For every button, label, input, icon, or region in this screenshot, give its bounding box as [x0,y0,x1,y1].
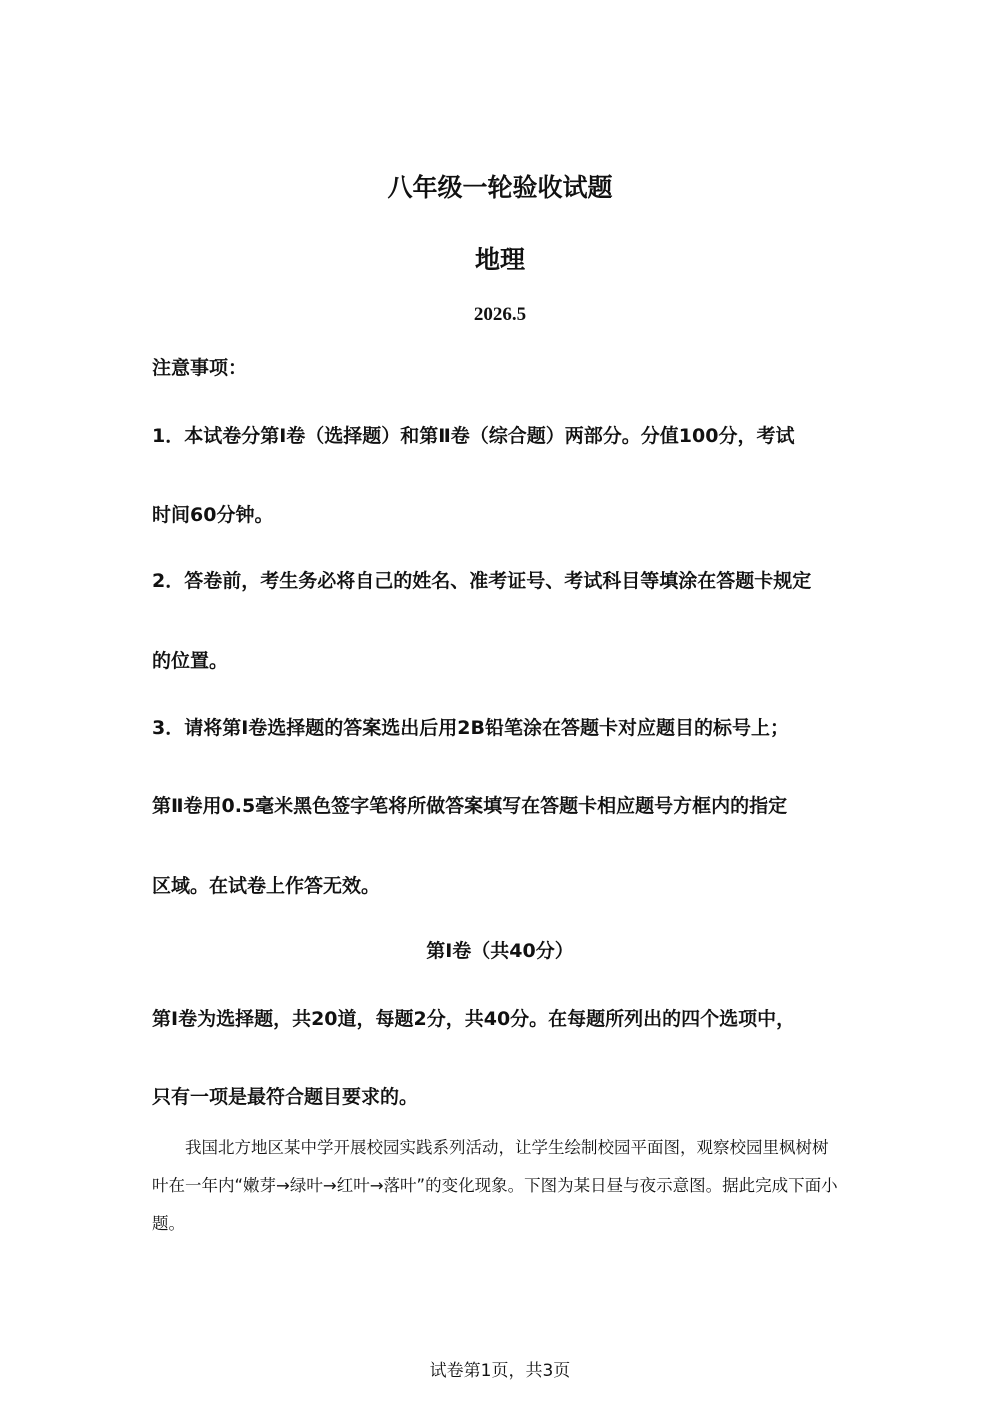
page-footer: 试卷第1页，共3页 [429,1361,571,1381]
section-instruction-2: 只有一项是最符合题目要求的。 [152,1086,419,1108]
exam-title: 八年级一轮验收试题 [387,173,613,202]
notice-line-5: 3．请将第Ⅰ卷选择题的答案选出后用2B铅笔涂在答题卡对应题目的标号上； [152,717,789,739]
notice-line-2: 时间60分钟。 [152,504,274,526]
exam-date: 2026.5 [473,304,527,325]
notice-heading: 注意事项： [152,357,248,379]
notice-line-1: 1．本试卷分第Ⅰ卷（选择题）和第Ⅱ卷（综合题）两部分。分值100分，考试 [152,425,795,447]
notice-line-4: 的位置。 [152,650,229,672]
question-passage: 我国北方地区某中学开展校园实践系列活动，让学生绘制校园平面图，观察校园里枫树树叶在一年内“嫩芽→绿叶→红叶→落叶”的变化现象。下图为某日昼与夜示意图。据此完成下面小题。 [152,1138,838,1233]
notice-line-6: 第Ⅱ卷用0.5毫米黑色签字笔将所做答案填写在答题卡相应题号方框内的指定 [152,795,788,817]
section-instruction-1: 第Ⅰ卷为选择题，共20道，每题2分，共40分。在每题所列出的四个选项中， [152,1008,796,1030]
subject-title: 地理 [474,245,525,274]
section-heading: 第Ⅰ卷（共40分） [426,940,574,962]
notice-line-3: 2．答卷前，考生务必将自己的姓名、准考证号、考试科目等填涂在答题卡规定 [152,570,812,592]
notice-line-7: 区域。在试卷上作答无效。 [152,875,381,897]
